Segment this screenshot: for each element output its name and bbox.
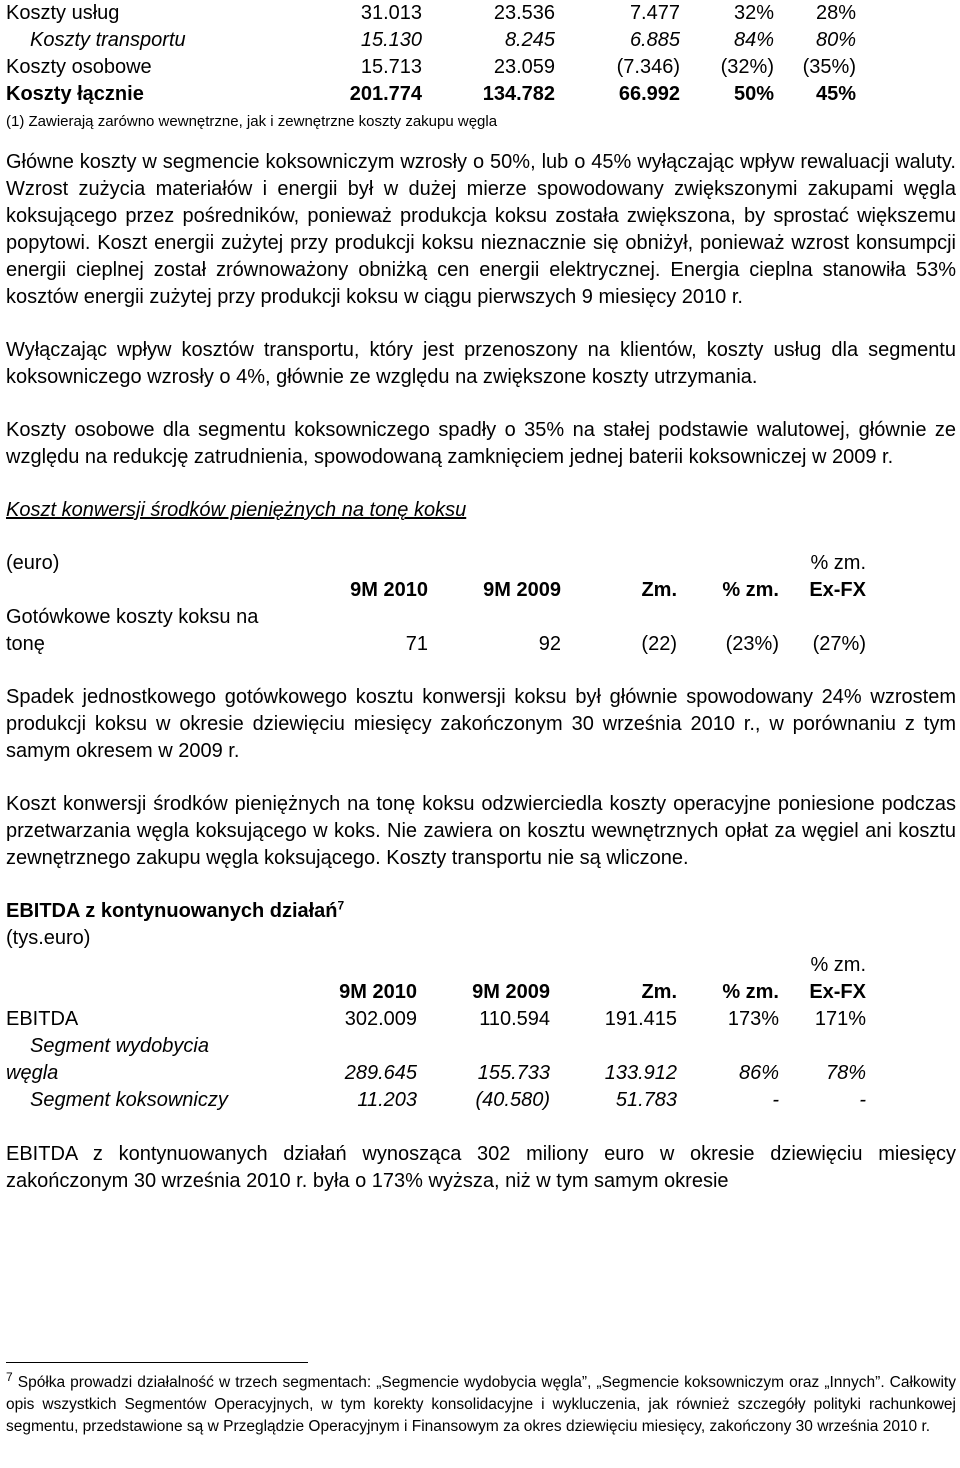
cell: 84% [733, 29, 774, 51]
cell: 155.733 [477, 1062, 550, 1084]
table-row [6, 604, 866, 631]
cell: 133.912 [604, 1062, 677, 1084]
cell: (27%) [812, 633, 866, 655]
cell: 171% [814, 1008, 866, 1030]
cell: 302.009 [344, 1008, 417, 1030]
cell: 15.130 [360, 29, 422, 51]
table-row [6, 952, 866, 979]
table-header-row [6, 979, 866, 1006]
document-page [6, 0, 956, 1195]
column-header: Zm. [641, 981, 677, 1003]
cell: 23.536 [493, 2, 555, 24]
cell: (23%) [725, 633, 779, 655]
paragraph: Spadek jednostkowego gotówkowego kosztu konwersji koksu był głównie spowodowany 24% wzrostem produkcji koksu w okresie dziewięciu miesięcy zakończonym 30 września 2010 r., w porównaniu z tym samym okresem w 2009 r. [6, 686, 956, 762]
section-heading [6, 898, 956, 925]
cell: (7.346) [616, 56, 680, 78]
row-label: Segment wydobycia [30, 1035, 209, 1057]
cell: 78% [825, 1062, 866, 1084]
cell: 80% [815, 29, 856, 51]
row-label: Koszty łącznie [6, 83, 144, 105]
cell: (40.580) [475, 1089, 550, 1111]
footnote-text: Spółka prowadzi działalność w trzech segmentach: „Segmencie wydobycia węgla”, „Segmencie koksowniczym oraz „Innych”. Całkowity opis wszystkich Segmentów Operacyjnych, w tym korekty konsolidacyjne i wykluczenia, jak również szczegóły polityki rachunkowej segmentu, przedstawione są w Przeglądzie Operacyjnym i Finansowym za okres dziewięciu miesięcy, zakończony 30 września 2010 r. [6, 1374, 956, 1435]
cell: (22) [641, 633, 677, 655]
cell: 15.713 [360, 56, 422, 78]
row-label: Koszty osobowe [6, 56, 152, 78]
cell: 92 [538, 633, 561, 655]
section-heading: Koszt konwersji środków pieniężnych na tonę koksu [6, 499, 467, 521]
column-header: 9M 2009 [483, 579, 561, 601]
cell: - [859, 1089, 866, 1111]
cell: (32%) [720, 56, 774, 78]
cell: 289.645 [344, 1062, 417, 1084]
row-label: Gotówkowe koszty koksu na [6, 606, 259, 628]
heading-text: EBITDA z kontynuowanych działań [6, 900, 338, 922]
column-header: % zm. [810, 954, 866, 976]
cell: 11.203 [357, 1089, 417, 1111]
unit-label: (tys.euro) [6, 927, 91, 949]
cell: 173% [727, 1008, 779, 1030]
column-header: % zm. [722, 981, 779, 1003]
footnote [6, 1369, 956, 1438]
cell: - [772, 1089, 779, 1111]
cell: 51.783 [615, 1089, 677, 1111]
footnote-ref: 7 [337, 898, 345, 913]
table-row [6, 1006, 866, 1033]
cell: 134.782 [482, 83, 555, 105]
row-label: Koszty usług [6, 2, 120, 24]
footnote-number: 7 [6, 1369, 13, 1384]
table-note: (1) Zawierają zarówno wewnętrzne, jak i zewnętrzne koszty zakupu węgla [6, 113, 498, 130]
column-header: 9M 2009 [472, 981, 550, 1003]
column-header: % zm. [810, 552, 866, 574]
cell: 71 [405, 633, 428, 655]
cell: 110.594 [479, 1008, 550, 1030]
row-label: Segment koksowniczy [30, 1089, 228, 1111]
row-label: EBITDA [6, 1008, 79, 1030]
paragraph: Wyłączając wpływ kosztów transportu, który jest przenoszony na klientów, koszty usług dla segmentu koksowniczego wzrosły o 4%, głównie ze względu na zwiększone koszty utrzymania. [6, 339, 956, 388]
table-row [6, 1033, 866, 1060]
cell: 6.885 [629, 29, 680, 51]
cell: (35%) [802, 56, 856, 78]
unit-label: (euro) [6, 552, 60, 574]
cell: 201.774 [349, 83, 422, 105]
cell: 8.245 [504, 29, 555, 51]
cell: 86% [738, 1062, 779, 1084]
table-row [6, 0, 856, 27]
table-row [6, 27, 856, 54]
costs-table [6, 0, 856, 108]
cell: 50% [733, 83, 774, 105]
cell: 23.059 [493, 56, 555, 78]
column-header: 9M 2010 [339, 981, 417, 1003]
paragraph: Główne koszty w segmencie koksowniczym wzrosły o 50%, lub o 45% wyłączając wpływ rewaluacji waluty. Wzrost zużycia materiałów i energii był w dużej mierze spowodowany zwiększonymi zakupami węgla koksującego przez pośredników, ponieważ produkcja koksu została zwiększona, by sprostać większemu popytowi. Koszt energii zużytej przy produkcji koksu nieznacznie się obniżył, ponieważ wzrost konsumpcji energii cieplnej został zrównoważony obniżką cen energii elektrycznej. Energia cieplna stanowiła 53% kosztów energii zużytej przy produkcji koksu w ciągu pierwszych 9 miesięcy 2010 r. [6, 151, 956, 308]
cell: 66.992 [618, 83, 680, 105]
row-label: węgla [6, 1062, 59, 1084]
cell: 45% [815, 83, 856, 105]
row-label: tonę [6, 633, 45, 655]
cell: 32% [733, 2, 774, 24]
paragraph: Koszty osobowe dla segmentu koksowniczego spadły o 35% na stałej podstawie walutowej, głównie ze względu na redukcję zatrudnienia, spowodowaną zamknięciem jednej baterii koksowniczej w 2009 r. [6, 419, 956, 468]
footnote-divider [6, 1362, 308, 1363]
table-row [6, 631, 866, 658]
paragraph: EBITDA z kontynuowanych działań wynosząca 302 miliony euro w okresie dziewięciu miesięcy zakończonym 30 września 2010 r. była o 173% wyższa, niż w tym samym okresie [6, 1143, 956, 1192]
cell: 191.415 [604, 1008, 677, 1030]
paragraph: Koszt konwersji środków pieniężnych na tonę koksu odzwierciedla koszty operacyjne poniesione podczas przetwarzania węgla koksującego w koks. Nie zawiera on kosztu wewnętrznych opłat za węgiel ani kosztu zewnętrznego zakupu węgla koksującego. Koszty transportu nie są wliczone. [6, 793, 956, 869]
column-header: Zm. [641, 579, 677, 601]
column-header: 9M 2010 [350, 579, 428, 601]
cell: 31.013 [360, 2, 422, 24]
conversion-table [6, 550, 866, 658]
column-header: Ex-FX [809, 981, 866, 1003]
column-header: Ex-FX [809, 579, 866, 601]
ebitda-table [6, 952, 866, 1114]
table-header-row [6, 577, 866, 604]
row-label: Koszty transportu [30, 29, 186, 51]
table-row-total [6, 81, 856, 108]
cell: 7.477 [629, 2, 680, 24]
table-row [6, 1087, 866, 1114]
column-header: % zm. [722, 579, 779, 601]
cell: 28% [815, 2, 856, 24]
table-row [6, 54, 856, 81]
table-row [6, 1060, 866, 1087]
table-row [6, 550, 866, 577]
